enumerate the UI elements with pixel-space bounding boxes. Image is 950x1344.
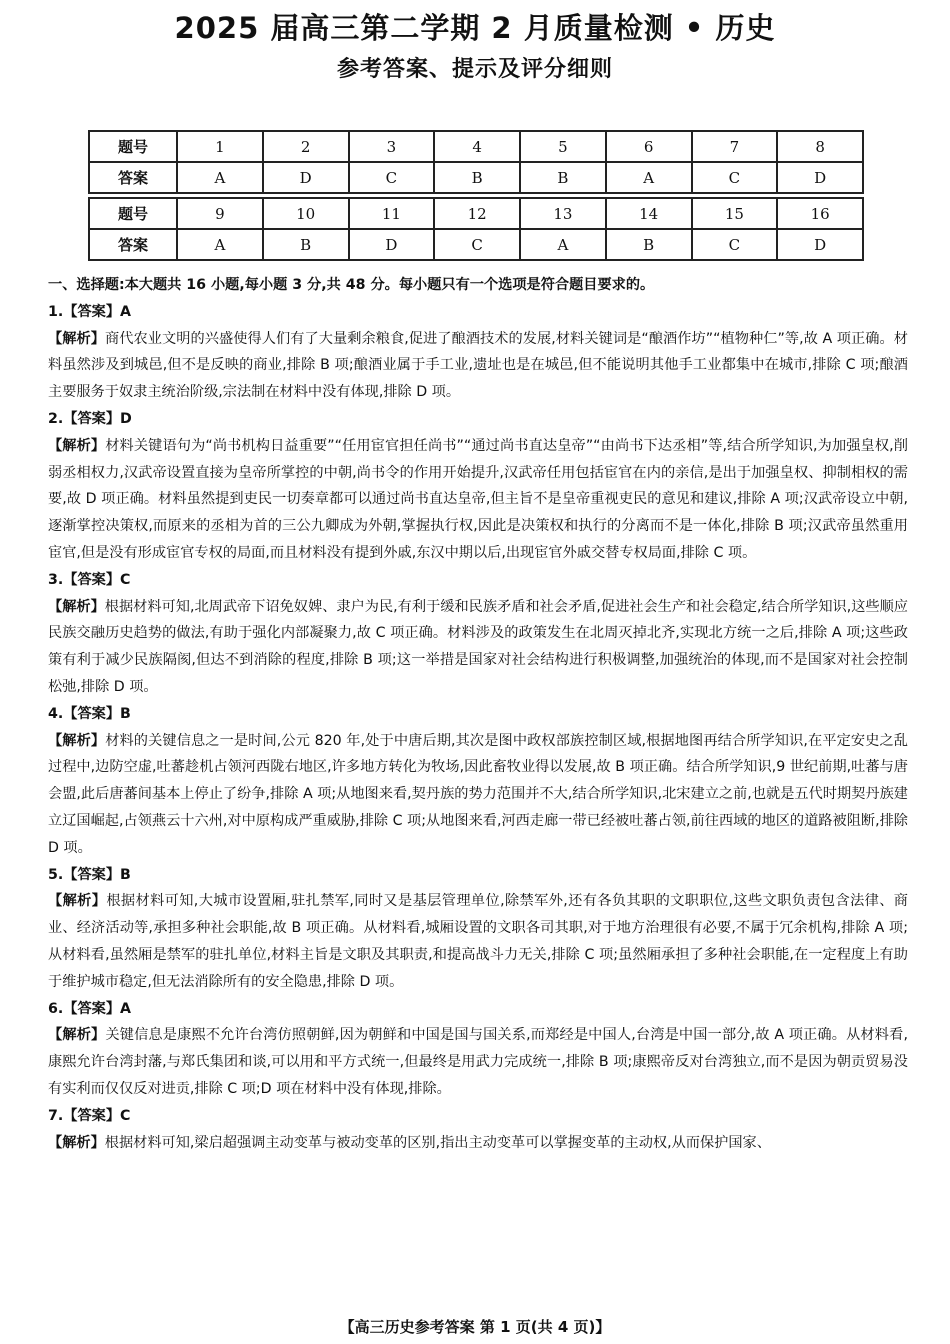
item-analysis xyxy=(48,1022,908,1102)
item-analysis xyxy=(48,594,908,701)
table-cell: 11 xyxy=(349,198,435,229)
row-label: 题号 xyxy=(89,131,177,162)
table-cell: B xyxy=(606,229,692,260)
table-cell: D xyxy=(777,229,863,260)
table-cell: 16 xyxy=(777,198,863,229)
analysis-text: 材料的关键信息之一是时间,公元 820 年,处于中唐后期,其次是图中政权部族控制区域,根据地图再结合所学知识,在平定安史之乱过程中,边防空虚,吐蕃趁机占领河西陇右地区,许多地方转化为牧场,因此畜牧业得以发展,故 B 项正确。结合所学知识,9 世纪前期,吐蕃与唐会盟,此后唐蕃间基本上停止了纷争,排除 A 项;从地图来看,契丹族的势力范围并不大,结合所学知识,北宋建立之前,也就是五代时期契丹族建立辽国崛起,占领燕云十六州,对中原构成严重威胁,排除 C 项;从地图来看,河西走廊一带已经被吐蕃占领,前往西域的地区的道路被阻断,排除 D 项。 xyxy=(48,732,908,856)
item-analysis xyxy=(48,1130,908,1157)
table-cell: D xyxy=(263,162,349,193)
question-number-row xyxy=(89,131,863,162)
analysis-tag: 【解析】 xyxy=(48,598,105,615)
analysis-text: 根据材料可知,梁启超强调主动变革与被动变革的区别,指出主动变革可以掌握变革的主动权,从而保护国家、 xyxy=(104,1134,771,1151)
item-analysis xyxy=(48,433,908,567)
row-label: 题号 xyxy=(89,198,177,229)
item-analysis xyxy=(48,326,908,406)
analysis-text: 根据材料可知,北周武帝下诏免奴婢、隶户为民,有利于缓和民族矛盾和社会矛盾,促进社会生产和社会稳定,结合所学知识,这些顺应民族交融历史趋势的做法,有助于强化内部凝聚力,故 C 项正确。材料涉及的政策发生在北周灭掉北齐,实现北方统一之后,排除 A 项;这些政策有利于减少民族隔阂,但达不到消除的程度,排除 B 项;这一举措是国家对社会结构进行积极调整,加强统治的体现,而不是国家对社会控制松弛,排除 D 项。 xyxy=(48,598,908,695)
table-cell: A xyxy=(520,229,606,260)
answer-row xyxy=(89,229,863,260)
section-heading: 一、选择题:本大题共 16 小题,每小题 3 分,共 48 分。每小题只有一个选项是符合题目要求的。 xyxy=(48,277,655,293)
table-cell: 5 xyxy=(520,131,606,162)
table-cell: 4 xyxy=(434,131,520,162)
table-cell: B xyxy=(520,162,606,193)
item-answer: 6.【答案】A xyxy=(48,1000,131,1017)
table-cell: 15 xyxy=(692,198,778,229)
item-analysis xyxy=(48,888,908,995)
item-answer: 1.【答案】A xyxy=(48,303,131,320)
analysis-tag: 【解析】 xyxy=(48,732,106,749)
item-analysis xyxy=(48,728,908,862)
analysis-tag: 【解析】 xyxy=(48,1027,106,1044)
table-cell: C xyxy=(692,229,778,260)
analysis-text: 根据材料可知,大城市设置厢,驻扎禁军,同时又是基层管理单位,除禁军外,还有各负其职的文职职位,这些文职负责包含法律、商业、经济活动等,承担多种社会职能,故 B 项正确。从材料看,城厢设置的文职各司其职,对于地方治理很有必要,不属于冗余机构,排除 A 项;从材料看,虽然厢是禁军的驻扎单位,材料主旨是文职及其职责,和提高战斗力无关,排除 C 项;虽然厢承担了多种社会职能,在一定程度上有助于维护城市稳定,但无法消除所有的安全隐患,排除 D 项。 xyxy=(48,893,908,990)
analysis-text: 材料关键语句为“尚书机构日益重要”“任用宦官担任尚书”“通过尚书直达皇帝”“由尚书下达丞相”等,结合所学知识,为加强皇权,削弱丞相权力,汉武帝设置直接为皇帝所掌控的中朝,尚书令的作用开始提升,汉武帝任用包括宦官在内的亲信,是出于加强皇权、抑制相权的需要,故 D 项正确。材料虽然提到吏民一切奏章都可以通过尚书直达皇帝,但主旨不是皇帝重视吏民的意见和建议,排除 A 项;汉武帝设立中朝,逐渐掌控决策权,而原来的丞相为首的三公九卿成为外朝,掌握执行权,因此是决策权和执行的分离而不是一体化,排除 B 项;汉武帝虽然重用宦官,但是没有形成宦官专权的局面,而且材料没有提到外戚,东汉中期以后,出现宦官外戚交替专权局面,排除 C 项。 xyxy=(48,437,908,561)
table-cell: 13 xyxy=(520,198,606,229)
item-answer: 5.【答案】B xyxy=(48,866,131,883)
item-answer: 7.【答案】C xyxy=(48,1107,131,1124)
table-cell: D xyxy=(777,162,863,193)
table-cell: 12 xyxy=(434,198,520,229)
item-answer: 2.【答案】D xyxy=(48,410,132,427)
analysis-text: 商代农业文明的兴盛使得人们有了大量剩余粮食,促进了酿酒技术的发展,材料关键词是“酿酒作坊”“植物种仁”等,故 A 项正确。材料虽然涉及到城邑,但不是反映的商业,排除 B 项;酿酒业属于手工业,遗址也是在城邑,但不能说明其他手工业都集中在城市,排除 C 项;酿酒主要服务于奴隶主统治阶级,宗法制在材料中没有体现,排除 D 项。 xyxy=(48,330,908,401)
page-title: 2025 届高三第二学期 2 月质量检测 • 历史 xyxy=(174,11,776,45)
table-cell: 14 xyxy=(606,198,692,229)
table-cell: B xyxy=(263,229,349,260)
table-cell: 6 xyxy=(606,131,692,162)
table-cell: C xyxy=(692,162,778,193)
analysis-tag: 【解析】 xyxy=(48,1134,105,1151)
row-label: 答案 xyxy=(89,229,177,260)
item-answer: 4.【答案】B xyxy=(48,705,131,722)
answer-table xyxy=(88,130,864,261)
table-cell: A xyxy=(177,229,263,260)
table-cell: C xyxy=(434,229,520,260)
table-cell: 7 xyxy=(692,131,778,162)
table-cell: 2 xyxy=(263,131,349,162)
table-cell: 10 xyxy=(263,198,349,229)
analysis-tag: 【解析】 xyxy=(48,437,106,454)
page-subtitle: 参考答案、提示及评分细则 xyxy=(336,57,613,82)
analysis-tag: 【解析】 xyxy=(48,893,107,910)
table-cell: A xyxy=(177,162,263,193)
table-cell: C xyxy=(349,162,435,193)
question-number-row xyxy=(89,198,863,229)
table-cell: D xyxy=(349,229,435,260)
table-cell: 9 xyxy=(177,198,263,229)
analysis-text: 关键信息是康熙不允许台湾仿照朝鲜,因为朝鲜和中国是国与国关系,而郑经是中国人,台湾是中国一部分,故 A 项正确。从材料看,康熙允许台湾封藩,与郑氏集团和谈,可以用和平方式统一,但最终是用武力完成统一,排除 B 项;康熙帝反对台湾独立,而不是因为朝贡贸易没有实利而仅仅反对进贡,排除 C 项;D 项在材料中没有体现,排除。 xyxy=(48,1027,908,1097)
explanations xyxy=(48,272,908,1156)
answer-row xyxy=(89,162,863,193)
analysis-tag: 【解析】 xyxy=(48,330,105,347)
table-cell: A xyxy=(606,162,692,193)
item-answer: 3.【答案】C xyxy=(48,571,131,588)
table-cell: B xyxy=(434,162,520,193)
table-cell: 3 xyxy=(349,131,435,162)
page-footer: 【高三历史参考答案 第 1 页(共 4 页)】 xyxy=(339,1318,611,1336)
table-cell: 1 xyxy=(177,131,263,162)
table-cell: 8 xyxy=(777,131,863,162)
row-label: 答案 xyxy=(89,162,177,193)
